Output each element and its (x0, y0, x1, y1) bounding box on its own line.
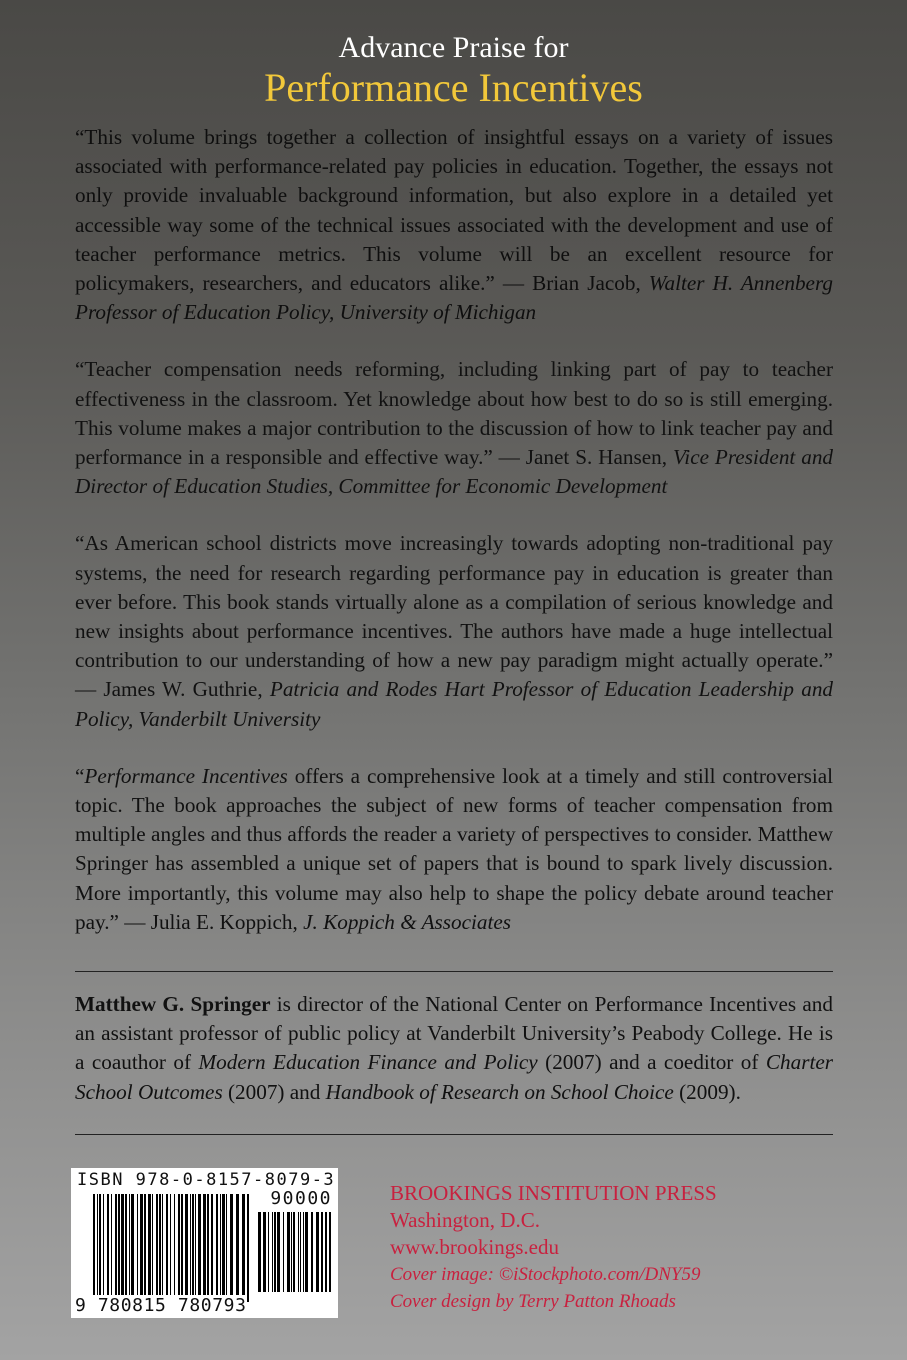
quote-attribution-title: Walter H. Annenberg Professor of Education Policy, University of Michigan (75, 271, 833, 325)
quote-attribution-title: Patricia and Rodes Hart Professor of Education Leadership and Policy, Vanderbilt University (75, 677, 834, 731)
quote-text: “Teacher compensation needs reforming, including linking part of pay to teacher effectiveness in the classroom. Yet knowledge about how best to do so is still emerging. This volume makes a major contribution to the discussion of how to link teacher pay and performance in a responsible and effective way.” — Janet S. Hansen, (75, 357, 833, 470)
barcode-bar (321, 1212, 323, 1292)
author-bio (75, 990, 833, 1107)
bio-text: (2009). (673, 1079, 741, 1104)
quote (75, 529, 833, 733)
barcode-bar (178, 1194, 180, 1302)
book-title-ref: Handbook of Research on School Choice (325, 1079, 674, 1104)
barcode-bar (129, 1194, 130, 1302)
barcode-bar (272, 1212, 273, 1292)
quote-text: offers a comprehensive look at a timely and still controversial topic. The book approaches the subject of new forms of teacher compensation from multiple angles and thus affords the reader a variety of perspectives to consider. Matthew Springer has assembled a unique set of papers that is bound to spark lively discussion. More importantly, this volume may also help to shape the policy debate around teacher pay.” — Julia E. Koppich, (75, 763, 834, 934)
barcode-bar (125, 1194, 127, 1302)
barcode-bar (152, 1194, 153, 1302)
barcode-bar (195, 1194, 196, 1302)
quote-text: “As American school districts move increasingly towards adopting non-traditional pay systems, the need for research regarding performance pay in education is greater than ever before. This book stands virtually alone as a compilation of serious knowledge and new insights about performance incentives. The authors have made a huge intellectual contribution to our understanding of how a new pay paradigm might actually operate.” — James W. Guthrie, (75, 531, 833, 702)
barcode-bar (274, 1212, 276, 1292)
bio-text: (2007) and (222, 1079, 326, 1104)
barcode-bar (156, 1194, 158, 1302)
barcode-bar (216, 1194, 218, 1302)
barcode-bar (170, 1194, 171, 1302)
publisher-name: BROOKINGS INSTITUTION PRESS (390, 1181, 717, 1205)
barcode-bar (185, 1194, 188, 1302)
barcode-bar (174, 1194, 175, 1302)
barcode-bar (226, 1194, 227, 1302)
barcode-bar (316, 1212, 319, 1292)
barcode-bar (305, 1212, 308, 1292)
barcode-bar (287, 1212, 290, 1292)
barcode-bar (107, 1194, 109, 1302)
isbn-barcode (71, 1168, 338, 1318)
barcode-bar (263, 1212, 266, 1292)
barcode-bar (222, 1194, 225, 1302)
barcode-bar (230, 1194, 233, 1302)
bio-text: is director of the National Center on Performance Incentives and an assistant professor of public policy at Vanderbilt University’s Peabody College. He is a coauthor of (75, 992, 833, 1075)
barcode-bar (144, 1194, 146, 1302)
divider (75, 971, 833, 972)
barcode-bar (329, 1212, 331, 1292)
barcode-bar (140, 1194, 143, 1302)
barcode-bar (203, 1194, 206, 1302)
publisher-info (390, 1180, 717, 1315)
quote-text: “This volume brings together a collection of insightful essays on a variety of issues associated with performance-related pay policies in education. Together, the essays not only provide invaluable background information, but also explore in a detailed yet accessible way some of the technical issues associated with the development and use of teacher performance metrics. This volume will be an excellent resource for policymakers, researchers, and educators alike.” — Brian Jacob, (75, 125, 833, 296)
ean-digits: 9 780815 780793 (75, 1295, 247, 1316)
quote (75, 762, 833, 937)
barcode-bar (192, 1194, 194, 1302)
barcode-bar (103, 1194, 104, 1302)
barcode-bar (118, 1194, 120, 1302)
barcode-bar (181, 1194, 183, 1302)
divider (75, 1134, 833, 1135)
barcode-bar (311, 1212, 313, 1292)
barcode-bar (93, 1194, 95, 1302)
book-title: Performance Incentives (264, 65, 643, 110)
barcode-bar (115, 1194, 117, 1302)
barcode-bar (137, 1194, 138, 1302)
barcode-bar (190, 1194, 191, 1302)
quote-attribution-title: Vice President and Director of Education Studies, Committee for Economic Development (75, 445, 834, 499)
barcode-bar (207, 1194, 209, 1302)
bio-text: (2007) and a coeditor of (537, 1050, 766, 1075)
barcode-bar (300, 1212, 301, 1292)
cover-design-credit: Cover design by Terry Patton Rhoads (390, 1291, 676, 1312)
barcode-bar (242, 1194, 245, 1302)
price-code: 90000 (270, 1188, 332, 1209)
barcode-bar (298, 1212, 299, 1292)
praise-heading: Advance Praise for (338, 31, 569, 64)
praise-quotes (75, 123, 833, 965)
barcode-bar (277, 1212, 280, 1292)
barcode-bar (111, 1194, 112, 1302)
barcode-bar (268, 1212, 269, 1292)
barcode-bar (303, 1212, 304, 1292)
barcode-bar (325, 1212, 327, 1292)
barcode-bar (211, 1194, 213, 1302)
quote (75, 123, 833, 327)
barcode-bar (247, 1194, 249, 1302)
barcode-bar (293, 1212, 295, 1292)
book-title-ref: Modern Education Finance and Policy (198, 1050, 538, 1075)
quote-book-title: Performance Incentives (84, 763, 288, 788)
barcode-bar (291, 1212, 292, 1292)
barcode-bar (283, 1212, 284, 1292)
cover-image-credit: Cover image: ©iStockphoto.com/DNY59 (390, 1264, 701, 1285)
barcode-bar (198, 1194, 201, 1302)
barcode-bar (166, 1194, 168, 1302)
book-title-ref: Charter School Outcomes (75, 1050, 833, 1104)
barcode-bar (159, 1194, 161, 1302)
author-name: Matthew G. Springer (75, 992, 271, 1016)
barcode-bar (258, 1212, 261, 1292)
addon-bars (258, 1212, 333, 1292)
barcode-bar (162, 1194, 163, 1302)
barcode-bar (148, 1194, 151, 1302)
quote-attribution-title: J. Koppich & Associates (303, 909, 512, 934)
isbn-text: ISBN 978-0-8157-8079-3 (77, 1170, 336, 1190)
quote (75, 355, 833, 501)
header (0, 30, 907, 110)
barcode-bar (236, 1194, 239, 1302)
barcode-bar (220, 1194, 221, 1302)
open-quote: “ (75, 763, 85, 788)
publisher-url: www.brookings.edu (390, 1235, 559, 1259)
barcode-bar (99, 1194, 101, 1302)
barcode-bar (121, 1194, 124, 1302)
ean-bars (93, 1194, 253, 1302)
publisher-city: Washington, D.C. (390, 1208, 540, 1232)
barcode-bar (97, 1194, 98, 1302)
barcode-bar (131, 1194, 134, 1302)
